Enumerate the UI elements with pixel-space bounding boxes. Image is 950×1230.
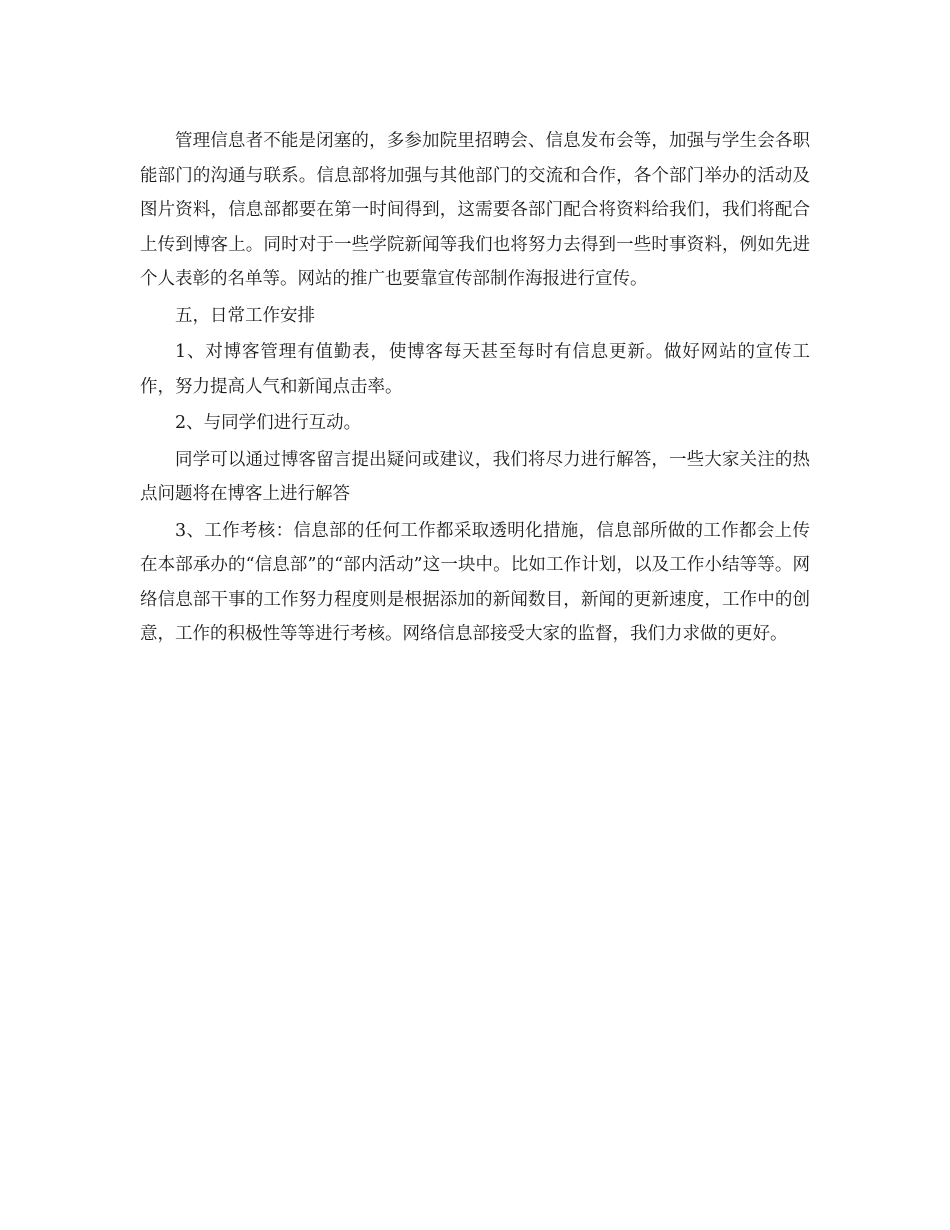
list-item-interaction: 2、与同学们进行互动。	[175, 413, 362, 433]
document-body	[140, 124, 810, 654]
section-heading-daily-work: 五，日常工作安排	[175, 305, 315, 326]
list-item-duty-roster: 1、对博客管理有值勤表，使博客每天甚至每时有信息更新。做好网站的宣传工作，努力提高人气和新闻点击率。	[140, 342, 810, 397]
paragraph-communication: 管理信息者不能是闭塞的，多参加院里招聘会、信息发布会等，加强与学生会各职能部门的沟通与联系。信息部将加强与其他部门的交流和合作，各个部门举办的活动及图片资料，信息部都要在第一时间得到，这需要各部门配合将资料给我们，我们将配合上传到博客上。同时对于一些学院新闻等我们也将努力去得到一些时事资料，例如先进个人表彰的名单等。网站的推广也要靠宣传部制作海报进行宣传。	[140, 131, 810, 289]
paragraph-interaction-detail: 同学可以通过博客留言提出疑问或建议，我们将尽力进行解答，一些大家关注的热点问题将在博客上进行解答	[140, 449, 810, 504]
list-item-assessment: 3、工作考核：信息部的任何工作都采取透明化措施，信息部所做的工作都会上传在本部承办的“信息部”的“部内活动”这一块中。比如工作计划，以及工作小结等等。网络信息部干事的工作努力程度则是根据添加的新闻数目，新闻的更新速度，工作中的创意，工作的积极性等等进行考核。网络信息部接受大家的监督，我们力求做的更好。	[140, 520, 810, 644]
